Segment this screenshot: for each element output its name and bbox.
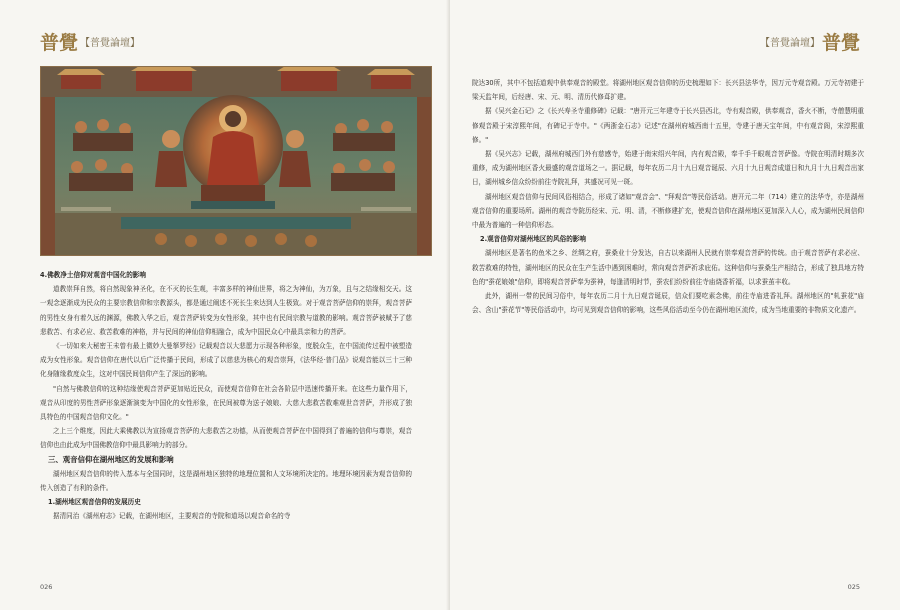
left-header: [40, 28, 140, 55]
column-tag: 【普覺論壇】: [80, 38, 141, 49]
paragraph: 此外，湖州一带的民间习俗中，每年农历二月十九日观音诞辰，信众们要吃素念佛，前往寺庙进香礼拜。湖州地区的"轧蚕花"庙会、含山"蚕花节"等民俗活动中，均可见到观音信仰的影响，这些风俗活动至今仍在湖州地区流传，成为当地重要的非物质文化遗产。: [472, 292, 864, 315]
subsection-heading-4: 4.佛教净土信仰对观音中国化的影响: [40, 271, 146, 279]
paragraph: 《一切如来大秘密王未曾有最上微妙大曼拏罗经》记载观音以大悲愿力示现各种形象，度脱众生，在中国流传过程中被塑造成为女性形象。观音信仰在唐代以后广泛传播于民间，形成了以慈悲为核心的观音崇拜，《法华经·普门品》说观音能以三十三种化身随缘救度众生，这对中国民间信仰产生了深远的影响。: [40, 342, 412, 379]
left-body: [40, 268, 412, 524]
paragraph: 道教崇拜自然，将自然现象神圣化，在不灭的长生观，丰富多样的神仙世界，将之为神仙，为万象，且与之结缘相交天。这一观念逐渐成为民众的主要宗教信仰和宗教源头，都是通过阐述不死长生来达到人生极致。对于观音菩萨信仰的崇拜，观音菩萨的男性女身有着久远的渊源，佛教入华之后，观音菩萨转变为女性形象，其中也有民间宗教与道教的影响。观音菩萨被赋予了慈悲救苦、有求必应、救苦救难的神格，并与民间的神仙信仰相融合，成为中国民众心中最具亲和力的菩萨。: [40, 285, 412, 336]
journal-logo: 普覺: [821, 32, 860, 54]
column-tag: 【普覺論壇】: [759, 38, 820, 49]
mural-image: [40, 66, 432, 256]
paragraph: 据《吴兴志》记载，湖州府城西门外有慈感寺，始建于南宋绍兴年间，内有观音殿，奉千手千眼观音菩萨像。寺院在明清时期多次重修，成为湖州地区香火最盛的观音道场之一。据记载，每年农历二月十九日观音诞辰、六月十九日观音成道日和九月十九日观音出家日，湖州城乡信众纷纷前往寺院礼拜，其盛况可见一斑。: [472, 150, 864, 187]
right-page: [450, 0, 900, 610]
paragraph: 之上三个维度，因此大乘佛教以为宣扬观音菩萨的大悲救苦之功德，从而使观音菩萨在中国得到了普遍的信仰与尊崇，观音信仰也由此成为中国佛教信仰中最具影响力的部分。: [40, 427, 412, 450]
folio-left: 026: [40, 583, 53, 591]
subsection-heading-1: 1.湖州地区观音信仰的发展历史: [48, 498, 141, 507]
paragraph: 湖州地区观音信仰的传入基本与全国同时，这是湖州地区独特的地理位置和人文环境所决定的。地理环境因素为观音信仰的传入创造了有利的条件。: [40, 469, 412, 493]
paragraph: 据清同治《湖州府志》记载，在湖州地区，主要观音的寺院和道场以观音命名的寺: [53, 512, 291, 521]
paragraph: 院达30所，其中不包括道观中供奉观音的殿堂。将湖州地区观音信仰的历史梳理如下：长兴县法华寺，因万元寺观音殿。万元寺初建于梁天监年间，后经唐、宋、元、明、清历代修葺扩建。: [472, 79, 864, 102]
mural-illustration: [41, 67, 431, 255]
subsection-heading-2: 2.观音信仰对湖州地区的风俗的影响: [480, 235, 586, 244]
right-body: [472, 76, 864, 317]
paragraph: 据《吴兴金石记》之《长兴寿圣寺重修碑》记载："唐开元三年建寺于长兴县西北，寺有观音殿，供奉观音，香火不断，寺僧慧明重修观音殿于宋淳熙年间，有碑记于寺中。"《两浙金石志》记述"在湖州府城西南十五里，寺建于唐天宝年间，中有观音阁，宋淳熙重修。": [472, 107, 864, 144]
folio-right: 025: [847, 583, 860, 591]
right-header: [760, 28, 860, 55]
journal-logo: 普覺: [40, 32, 79, 54]
paragraph: 湖州地区是著名的鱼米之乡、丝绸之府，蚕桑业十分发达，自古以来湖州人民就有崇奉观音菩萨的传统。由于观音菩萨有求必应、救苦救难的特性，湖州地区的民众在生产生活中遇到困难时，常向观音菩萨祈求庇佑。这种信仰与蚕桑生产相结合，形成了独具地方特色的"蚕花娘娘"信仰，即将观音菩萨奉为蚕神，每逢清明时节，蚕农们纷纷前往寺庙烧香祈福，以求蚕茧丰收。: [472, 249, 864, 286]
section-heading-3: 三、观音信仰在湖州地区的发展和影响: [48, 454, 174, 464]
paragraph: 湖州地区观音信仰与民间风俗相结合，形成了诸如"观音会"、"拜观音"等民俗活动。唐开元二年（714）建立的法华寺，亦是湖州观音信仰的重要场所。湖州的观音寺院历经宋、元、明、清，不断修建扩充，使观音信仰在湖州地区更加深入人心，成为湖州民间信仰中最为普遍的一种信仰形态。: [472, 192, 864, 230]
quoted-paragraph: "自然与佛教信仰的这种结缘使观音菩萨更加贴近民众，而使观音信仰在社会各阶层中迅速传播开来。在这些力量作用下，观音从印度的男性菩萨形象逐渐演变为中国化的女性形象，在民间被尊为送子娘娘、大慈大悲救苦救难观世音菩萨，并形成了独具特色的中国观音信仰文化。": [40, 384, 412, 422]
